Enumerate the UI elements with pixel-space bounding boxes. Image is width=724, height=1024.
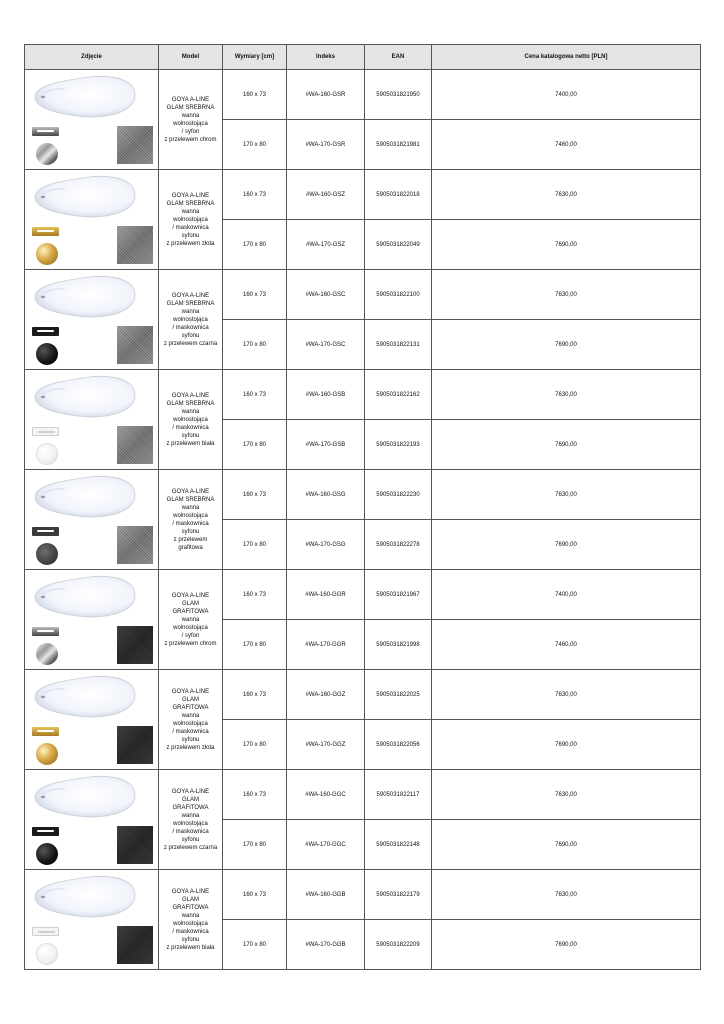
bathtub-image xyxy=(31,573,137,619)
finish-swatch xyxy=(117,726,153,764)
model-line: syfonu xyxy=(181,332,200,339)
ean-cell: 5905031821998 xyxy=(365,620,432,670)
model-line: syfonu xyxy=(181,432,200,439)
price-cell: 7690,00 xyxy=(432,320,701,370)
index-cell: #WA-160-GGC xyxy=(287,770,365,820)
table-row xyxy=(25,70,701,120)
index-cell: #WA-160-GGZ xyxy=(287,670,365,720)
product-photo-cell xyxy=(25,70,159,170)
product-photo-cell xyxy=(25,870,159,970)
model-line: wolnostojąca xyxy=(173,624,208,631)
dimensions-cell: 170 x 80 xyxy=(223,120,287,170)
header-row xyxy=(25,45,701,70)
model-line: GLAM SREBRNA xyxy=(166,200,215,207)
table-row xyxy=(25,470,701,520)
model-line: GRAFITOWA xyxy=(172,608,209,615)
bathtub-image xyxy=(31,773,137,819)
model-line: / maskownica xyxy=(172,728,209,735)
model-line: GOYA A-LINE xyxy=(171,192,210,199)
price-cell: 7630,00 xyxy=(432,770,701,820)
ean-cell: 5905031822025 xyxy=(365,670,432,720)
model-cell xyxy=(159,370,223,470)
index-cell: #WA-160-GSC xyxy=(287,270,365,320)
overflow-cover-image xyxy=(32,727,59,736)
ean-cell: 5905031821950 xyxy=(365,70,432,120)
model-line: z przelewem xyxy=(173,536,208,543)
model-cell xyxy=(159,70,223,170)
model-line: GOYA A-LINE xyxy=(171,292,210,299)
dimensions-cell: 160 x 73 xyxy=(223,870,287,920)
table-row xyxy=(25,170,701,220)
price-cell: 7690,00 xyxy=(432,820,701,870)
finish-swatch xyxy=(117,826,153,864)
price-cell: 7630,00 xyxy=(432,670,701,720)
product-photo-cell xyxy=(25,570,159,670)
overflow-cover-image xyxy=(32,127,59,136)
price-cell: 7630,00 xyxy=(432,470,701,520)
dimensions-cell: 170 x 80 xyxy=(223,920,287,970)
model-line: GLAM SREBRNA xyxy=(166,104,215,111)
model-line: GLAM SREBRNA xyxy=(166,496,215,503)
table-row xyxy=(25,570,701,620)
drain-cap-image xyxy=(36,343,58,365)
bathtub-image xyxy=(31,373,137,419)
index-cell: #WA-170-GGR xyxy=(287,620,365,670)
col-header-model: Model xyxy=(159,45,223,70)
model-cell xyxy=(159,170,223,270)
price-cell: 7690,00 xyxy=(432,720,701,770)
model-line: / maskownica xyxy=(172,828,209,835)
model-line: wanna xyxy=(181,616,200,623)
model-line: z przelewem złota xyxy=(166,240,215,247)
model-line: wolnostojąca xyxy=(173,120,208,127)
bathtub-image xyxy=(31,473,137,519)
model-line: wanna xyxy=(181,504,200,511)
model-line: syfonu xyxy=(181,736,200,743)
index-cell: #WA-160-GSG xyxy=(287,470,365,520)
bathtub-image xyxy=(31,73,137,119)
model-line: GLAM xyxy=(181,796,199,803)
price-cell: 7400,00 xyxy=(432,570,701,620)
dimensions-cell: 170 x 80 xyxy=(223,320,287,370)
drain-cap-image xyxy=(36,943,58,965)
model-line: syfonu xyxy=(181,936,200,943)
model-line: wolnostojąca xyxy=(173,216,208,223)
ean-cell: 5905031822148 xyxy=(365,820,432,870)
dimensions-cell: 170 x 80 xyxy=(223,520,287,570)
price-cell: 7690,00 xyxy=(432,520,701,570)
dimensions-cell: 160 x 73 xyxy=(223,370,287,420)
index-cell: #WA-160-GGR xyxy=(287,570,365,620)
finish-swatch xyxy=(117,926,153,964)
model-line: wolnostojąca xyxy=(173,416,208,423)
dimensions-cell: 170 x 80 xyxy=(223,820,287,870)
overflow-cover-image xyxy=(32,227,59,236)
model-line: wanna xyxy=(181,208,200,215)
drain-cap-image xyxy=(36,743,58,765)
ean-cell: 5905031822131 xyxy=(365,320,432,370)
index-cell: #WA-160-GSR xyxy=(287,70,365,120)
model-line: grafitowa xyxy=(178,544,203,551)
product-photo-cell xyxy=(25,770,159,870)
bathtub-image xyxy=(31,273,137,319)
model-line: wolnostojąca xyxy=(173,820,208,827)
model-line: wolnostojąca xyxy=(173,512,208,519)
overflow-cover-image xyxy=(32,527,59,536)
model-line: GOYA A-LINE xyxy=(171,688,210,695)
ean-cell: 5905031822278 xyxy=(365,520,432,570)
model-line: z przelewem biała xyxy=(166,944,215,951)
model-line: wolnostojąca xyxy=(173,720,208,727)
ean-cell: 5905031822162 xyxy=(365,370,432,420)
ean-cell: 5905031822018 xyxy=(365,170,432,220)
index-cell: #WA-170-GSG xyxy=(287,520,365,570)
model-line: GRAFITOWA xyxy=(172,704,209,711)
model-line: / maskownica xyxy=(172,520,209,527)
product-photo-cell xyxy=(25,270,159,370)
drain-cap-image xyxy=(36,543,58,565)
model-line: GLAM SREBRNA xyxy=(166,300,215,307)
overflow-cover-image xyxy=(32,827,59,836)
price-cell: 7400,00 xyxy=(432,70,701,120)
model-line: syfonu xyxy=(181,836,200,843)
model-line: GLAM xyxy=(181,600,199,607)
model-line: wanna xyxy=(181,812,200,819)
finish-swatch xyxy=(117,426,153,464)
model-line: GLAM SREBRNA xyxy=(166,400,215,407)
drain-cap-image xyxy=(36,843,58,865)
table-row xyxy=(25,370,701,420)
drain-cap-image xyxy=(36,243,58,265)
price-cell: 7460,00 xyxy=(432,620,701,670)
index-cell: #WA-170-GGZ xyxy=(287,720,365,770)
finish-swatch xyxy=(117,126,153,164)
price-cell: 7690,00 xyxy=(432,420,701,470)
ean-cell: 5905031821981 xyxy=(365,120,432,170)
model-line: syfonu xyxy=(181,528,200,535)
dimensions-cell: 160 x 73 xyxy=(223,570,287,620)
model-line: z przelewem złota xyxy=(166,744,215,751)
ean-cell: 5905031822179 xyxy=(365,870,432,920)
ean-cell: 5905031822100 xyxy=(365,270,432,320)
dimensions-cell: 170 x 80 xyxy=(223,220,287,270)
col-header-ean: EAN xyxy=(365,45,432,70)
ean-cell: 5905031822193 xyxy=(365,420,432,470)
product-photo-cell xyxy=(25,370,159,470)
model-cell xyxy=(159,570,223,670)
model-line: wolnostojąca xyxy=(173,316,208,323)
product-photo-cell xyxy=(25,470,159,570)
drain-cap-image xyxy=(36,143,58,165)
index-cell: #WA-170-GGC xyxy=(287,820,365,870)
model-line: GOYA A-LINE xyxy=(171,488,210,495)
price-cell: 7630,00 xyxy=(432,270,701,320)
col-header-photo: Zdjęcie xyxy=(25,45,159,70)
model-line: z przelewem chrom xyxy=(164,640,217,647)
col-header-index: Indeks xyxy=(287,45,365,70)
price-cell: 7630,00 xyxy=(432,870,701,920)
model-line: / maskownica xyxy=(172,424,209,431)
model-line: GLAM xyxy=(181,896,199,903)
ean-cell: 5905031822117 xyxy=(365,770,432,820)
dimensions-cell: 170 x 80 xyxy=(223,420,287,470)
index-cell: #WA-170-GSB xyxy=(287,420,365,470)
model-line: / maskownica xyxy=(172,324,209,331)
dimensions-cell: 160 x 73 xyxy=(223,470,287,520)
model-line: z przelewem czarna xyxy=(163,340,218,347)
ean-cell: 5905031822230 xyxy=(365,470,432,520)
index-cell: #WA-170-GGB xyxy=(287,920,365,970)
finish-swatch xyxy=(117,326,153,364)
table-row xyxy=(25,870,701,920)
model-line: / syfon xyxy=(181,128,200,135)
index-cell: #WA-160-GSZ xyxy=(287,170,365,220)
col-header-price: Cena katalogowa netto [PLN] xyxy=(432,45,701,70)
drain-cap-image xyxy=(36,643,58,665)
bathtub-image xyxy=(31,873,137,919)
price-cell: 7690,00 xyxy=(432,920,701,970)
index-cell: #WA-160-GSB xyxy=(287,370,365,420)
model-line: wanna xyxy=(181,912,200,919)
model-line: GOYA A-LINE xyxy=(171,788,210,795)
overflow-cover-image xyxy=(32,327,59,336)
model-line: syfonu xyxy=(181,232,200,239)
price-list-table xyxy=(24,44,701,970)
finish-swatch xyxy=(117,526,153,564)
model-cell xyxy=(159,870,223,970)
dimensions-cell: 170 x 80 xyxy=(223,720,287,770)
overflow-cover-image xyxy=(32,627,59,636)
model-line: GOYA A-LINE xyxy=(171,592,210,599)
model-cell xyxy=(159,670,223,770)
bathtub-image xyxy=(31,673,137,719)
dimensions-cell: 160 x 73 xyxy=(223,270,287,320)
model-line: wanna xyxy=(181,408,200,415)
overflow-cover-image xyxy=(32,927,59,936)
table-row xyxy=(25,670,701,720)
price-cell: 7630,00 xyxy=(432,170,701,220)
finish-swatch xyxy=(117,226,153,264)
model-line: wanna xyxy=(181,712,200,719)
model-line: / maskownica xyxy=(172,928,209,935)
dimensions-cell: 160 x 73 xyxy=(223,170,287,220)
model-line: / syfon xyxy=(181,632,200,639)
price-cell: 7690,00 xyxy=(432,220,701,270)
finish-swatch xyxy=(117,626,153,664)
model-line: GOYA A-LINE xyxy=(171,96,210,103)
model-line: wolnostojąca xyxy=(173,920,208,927)
product-photo-cell xyxy=(25,670,159,770)
bathtub-image xyxy=(31,173,137,219)
model-line: GOYA A-LINE xyxy=(171,392,210,399)
model-line: z przelewem chrom xyxy=(164,136,217,143)
dimensions-cell: 160 x 73 xyxy=(223,670,287,720)
model-line: wanna xyxy=(181,112,200,119)
model-line: / maskownica xyxy=(172,224,209,231)
index-cell: #WA-170-GSR xyxy=(287,120,365,170)
ean-cell: 5905031822056 xyxy=(365,720,432,770)
model-cell xyxy=(159,270,223,370)
index-cell: #WA-160-GGB xyxy=(287,870,365,920)
price-cell: 7460,00 xyxy=(432,120,701,170)
dimensions-cell: 160 x 73 xyxy=(223,770,287,820)
table-row xyxy=(25,770,701,820)
ean-cell: 5905031822049 xyxy=(365,220,432,270)
model-line: wanna xyxy=(181,308,200,315)
model-line: GLAM xyxy=(181,696,199,703)
dimensions-cell: 170 x 80 xyxy=(223,620,287,670)
price-cell: 7630,00 xyxy=(432,370,701,420)
model-line: GOYA A-LINE xyxy=(171,888,210,895)
product-photo-cell xyxy=(25,170,159,270)
ean-cell: 5905031821967 xyxy=(365,570,432,620)
model-line: GRAFITOWA xyxy=(172,804,209,811)
table-row xyxy=(25,270,701,320)
ean-cell: 5905031822209 xyxy=(365,920,432,970)
model-line: z przelewem czarna xyxy=(163,844,218,851)
col-header-dimensions: Wymiary [cm] xyxy=(223,45,287,70)
index-cell: #WA-170-GSZ xyxy=(287,220,365,270)
model-line: z przelewem biała xyxy=(166,440,215,447)
overflow-cover-image xyxy=(32,427,59,436)
drain-cap-image xyxy=(36,443,58,465)
model-cell xyxy=(159,470,223,570)
model-cell xyxy=(159,770,223,870)
index-cell: #WA-170-GSC xyxy=(287,320,365,370)
model-line: GRAFITOWA xyxy=(172,904,209,911)
dimensions-cell: 160 x 73 xyxy=(223,70,287,120)
